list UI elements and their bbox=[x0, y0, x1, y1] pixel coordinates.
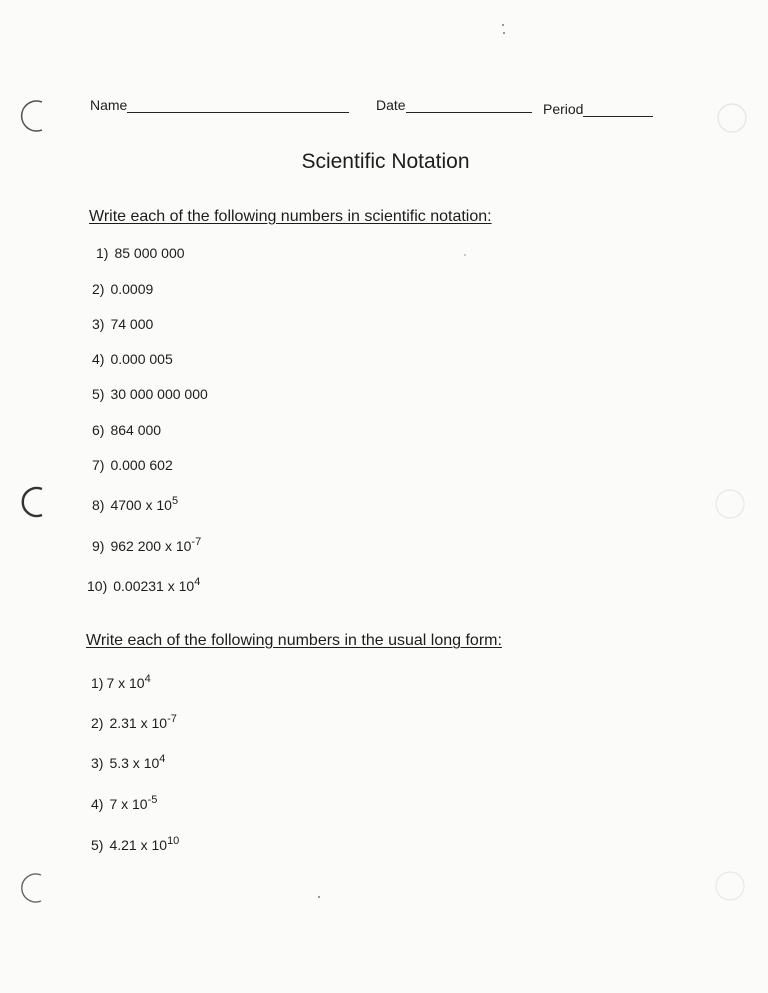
section2-item bbox=[91, 755, 165, 771]
section1-item bbox=[96, 245, 185, 261]
item-number: 3) bbox=[91, 755, 104, 771]
item-exponent: -7 bbox=[191, 536, 202, 548]
section1-item bbox=[92, 457, 173, 473]
item-exponent: -7 bbox=[167, 713, 177, 725]
item-text: 0.0009 bbox=[110, 281, 154, 297]
binder-hole-bottom-right bbox=[712, 868, 748, 904]
item-text: 0.000 602 bbox=[110, 457, 173, 473]
binder-hole-bottom-left bbox=[16, 870, 52, 906]
binder-hole-middle-right bbox=[712, 486, 748, 522]
item-number: 9) bbox=[92, 538, 105, 554]
item-exponent: -5 bbox=[147, 794, 158, 806]
name-field[interactable] bbox=[90, 97, 349, 113]
item-number: 4) bbox=[92, 351, 105, 367]
item-number: 10) bbox=[87, 578, 108, 594]
scan-speck bbox=[318, 896, 320, 898]
date-label: Date bbox=[376, 97, 406, 113]
date-field[interactable] bbox=[376, 97, 532, 113]
section1-item bbox=[92, 386, 208, 402]
item-exponent: 5 bbox=[171, 495, 179, 507]
item-text: 30 000 000 000 bbox=[110, 386, 208, 402]
item-text: 2.31 x 10 bbox=[109, 715, 168, 731]
item-text: 864 000 bbox=[110, 422, 162, 438]
section1-item bbox=[92, 538, 201, 554]
item-text: 74 000 bbox=[110, 316, 154, 332]
item-text: 7 x 10 bbox=[106, 675, 145, 691]
item-number: 4) bbox=[91, 796, 104, 812]
section2-item bbox=[91, 796, 157, 812]
binder-hole-top-left bbox=[18, 98, 54, 134]
date-blank[interactable] bbox=[406, 98, 532, 113]
scan-speck bbox=[503, 32, 505, 34]
section1-instruction: Write each of the following numbers in scientific notation: bbox=[89, 208, 492, 225]
item-text: 962 200 x 10 bbox=[110, 538, 192, 554]
item-text: 4700 x 10 bbox=[110, 497, 172, 513]
item-text: 4.21 x 10 bbox=[109, 837, 168, 853]
section1-item bbox=[92, 316, 153, 332]
section1-item bbox=[92, 497, 178, 513]
scan-speck bbox=[464, 254, 466, 256]
item-exponent: 4 bbox=[144, 673, 151, 685]
section2-instruction: Write each of the following numbers in the usual long form: bbox=[86, 632, 502, 649]
item-exponent: 4 bbox=[194, 576, 201, 588]
item-exponent: 10 bbox=[167, 835, 180, 847]
item-number: 6) bbox=[92, 422, 105, 438]
binder-hole-top-right bbox=[714, 100, 750, 136]
name-blank[interactable] bbox=[127, 98, 349, 113]
item-text: 7 x 10 bbox=[109, 796, 148, 812]
section1-item bbox=[92, 422, 161, 438]
scan-speck bbox=[502, 24, 504, 26]
name-label: Name bbox=[90, 97, 128, 113]
period-label: Period bbox=[543, 101, 584, 117]
item-exponent: 4 bbox=[159, 753, 166, 765]
item-number: 1) bbox=[91, 675, 104, 691]
section1-item bbox=[92, 281, 153, 297]
item-number: 2) bbox=[91, 715, 104, 731]
section2-item bbox=[91, 837, 179, 853]
worksheet-title: Scientific Notation bbox=[301, 150, 470, 173]
section1-item bbox=[92, 351, 173, 367]
item-text: 5.3 x 10 bbox=[109, 755, 160, 771]
item-number: 8) bbox=[92, 497, 105, 513]
section1-item bbox=[87, 578, 200, 594]
item-number: 3) bbox=[92, 316, 105, 332]
section2-item bbox=[91, 675, 151, 691]
item-number: 1) bbox=[96, 245, 109, 261]
item-text: 0.00231 x 10 bbox=[113, 578, 195, 594]
item-number: 5) bbox=[91, 837, 104, 853]
item-text: 85 000 000 bbox=[114, 245, 185, 261]
item-text: 0.000 005 bbox=[110, 351, 173, 367]
item-number: 2) bbox=[92, 281, 105, 297]
section2-item bbox=[91, 715, 177, 731]
item-number: 5) bbox=[92, 386, 105, 402]
period-field[interactable] bbox=[543, 101, 653, 117]
binder-hole-middle-left bbox=[16, 484, 52, 520]
item-number: 7) bbox=[92, 457, 105, 473]
period-blank[interactable] bbox=[583, 102, 653, 117]
